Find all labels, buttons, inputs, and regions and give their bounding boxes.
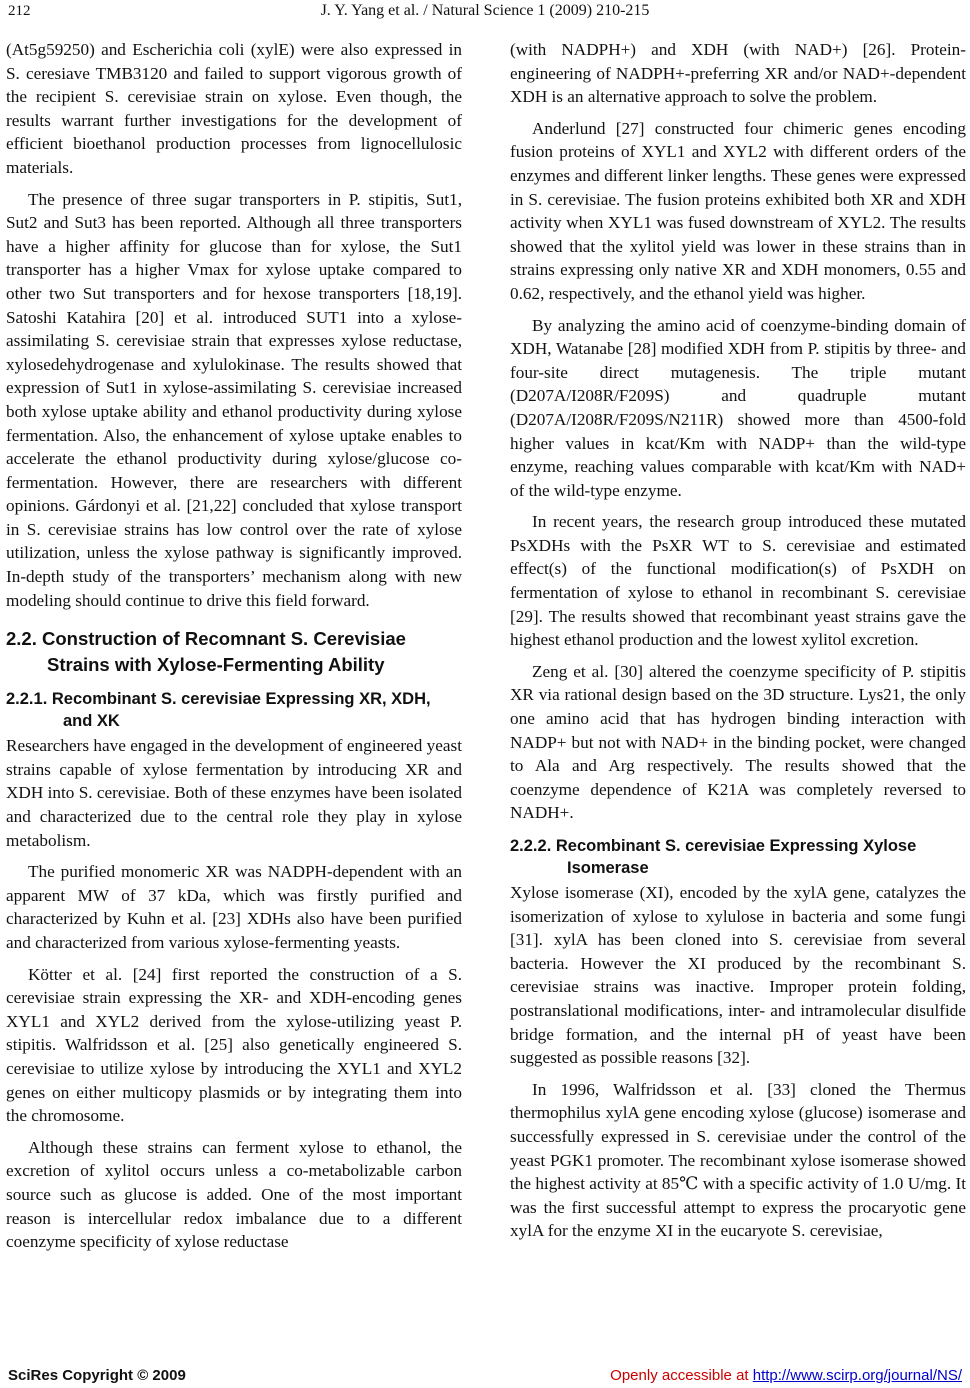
- page-header: [0, 0, 970, 24]
- running-head: J. Y. Yang et al. / Natural Science 1 (2009) 210-215: [320, 2, 650, 19]
- journal-link[interactable]: http://www.scirp.org/journal/NS/: [752, 1367, 962, 1384]
- subsection-heading: 2.2.1. Recombinant S. cerevisiae Expressing XR, XDH, and XK: [6, 690, 431, 731]
- paragraph: By analyzing the amino acid of coenzyme-binding domain of XDH, Watanabe [28] modified XDH from P. stipitis by three- and four-site direct mutagenesis. The triple mutant (D207A/I208R/F209S) and quadruple mutant (D207A/I208R/F209S/N211R) showed more than 4500-fold higher values in kcat/Km with NADP+ than the wild-type enzyme, reaching values comparable with kcat/Km with NAD+ of the wild-type enzyme.: [510, 315, 966, 500]
- paragraph: Zeng et al. [30] altered the coenzyme specificity of P. stipitis XR via rational design based on the 3D structure. Lys21, the only one amino acid that has hydrogen binding interaction with NADP+ but not with NAD+ in the binding pocket, were changed to Ala and Arg respectively. The results showed that the coenzyme dependence of K21A was completely reversed to NADH+.: [510, 661, 966, 823]
- page-number: 212: [8, 3, 31, 19]
- paragraph: (with NADPH+) and XDH (with NAD+) [26]. Protein-engineering of NADPH+-preferring XR and/or NAD+-dependent XDH is an alternative approach to solve the problem.: [510, 40, 966, 107]
- paragraph: Although these strains can ferment xylose to ethanol, the excretion of xylitol occurs unless a co-metabolizable carbon source such as glucose is added. One of the most important reason is intercellular redox imbalance due to a different coenzyme specificity of xylose reductase: [6, 1137, 462, 1252]
- page-footer: [0, 1363, 970, 1385]
- subsection-heading: 2.2.2. Recombinant S. cerevisiae Expressing Xylose Isomerase: [510, 837, 917, 877]
- paragraph: Researchers have engaged in the development of engineered yeast strains capable of xylose fermentation by introducing XR and XDH into S. cerevisiae. Both of these enzymes have been isolated and characterized due to the central role they play in xylose metabolism.: [6, 736, 462, 850]
- copyright-notice: SciRes Copyright © 2009: [8, 1367, 186, 1384]
- paragraph: Xylose isomerase (XI), encoded by the xylA gene, catalyzes the isomerization of xylose to xylulose in bacteria and some fungi [31]. xylA has been cloned into S. cerevisiae from several bacteria. However the XI produced by the recombinant S. cerevisiae strains was inactive. Improper protein folding, postranslational modifications, inter- and intramolecular disulfide bridge formation, and the internal pH of yeast have been suggested as possible reasons [32].: [510, 883, 966, 1068]
- paragraph: The purified monomeric XR was NADPH-dependent with an apparent MW of 37 kDa, which was firstly purified and characterized by Kuhn et al. [23] XDHs also have been purified and characterized from various xylose-fermenting yeasts.: [6, 862, 462, 952]
- access-notice: [610, 1367, 962, 1384]
- paragraph: In 1996, Walfridsson et al. [33] cloned the Thermus thermophilus xylA gene encoding xylose (glucose) isomerase and successfully expressed in S. cerevisiae under the control of the yeast PGK1 promoter. The recombinant xylose isomerase showed the highest activity at 85℃ with a specific activity of 1.0 U/mg. It was the first successful attempt to express the procaryotic gene xylA for the enzyme XI in the eucaryote S. cerevisiae,: [510, 1079, 966, 1241]
- paragraph: The presence of three sugar transporters in P. stipitis, Sut1, Sut2 and Sut3 has been reported. Although all three transporters have a higher affinity for glucose than for xylose, the Sut1 transporter has a higher Vmax for xylose uptake compared to other two Sut transporters and for hexose transporters [18,19]. Satoshi Katahira [20] et al. introduced SUT1 into a xylose-assimilating S. cerevisiae strain that expresses xylose reductase, xylosedehydrogenase and xylulokinase. The results showed that expression of Sut1 in xylose-assimilating S. cerevisiae increased both xylose uptake ability and ethanol productivity during xylose fermentation. Also, the enhancement of xylose uptake enables to accelerate the ethanol productivity during xylose/glucose co-fermentation. However, there are researchers with different opinions. Gárdonyi et al. [21,22] concluded that xylose transport in S. cerevisiae strains has low control over the rate of xylose utilization, unless the xylose pathway is significantly improved. In-depth study of the transporters’ mechanism along with new modeling should continue to drive this field forward.: [6, 189, 462, 610]
- right-column: [510, 38, 966, 1251]
- access-label: Openly accessible at: [610, 1367, 753, 1384]
- section-heading: 2.2. Construction of Recomnant S. Cerevisiae Strains with Xylose-Fermenting Ability: [6, 628, 406, 676]
- paragraph: In recent years, the research group introduced these mutated PsXDHs with the PsXR WT to S. cerevisiae and estimated effect(s) of the functional modification(s) of PsXDH on fermentation of xylose to ethanol in recombinant S. cerevisiae [29]. The results showed that recombinant yeast strains gave the highest ethanol production and the lowest xylitol excretion.: [510, 512, 966, 650]
- paragraph: (At5g59250) and Escherichia coli (xylE) were also expressed in S. ceresiave TMB3120 and failed to support vigorous growth of the recipient S. cerevisiae strain on xylose. Even though, the results warrant further investigations for the development of efficient bioethanol production processes from lignocellulosic materials.: [6, 40, 462, 177]
- paragraph: Anderlund [27] constructed four chimeric genes encoding fusion proteins of XYL1 and XYL2 with different orders of the enzymes and different linker lengths. These genes were expressed in S. cerevisiae. The fusion proteins exhibited both XR and XDH activity when XYL1 was fused downstream of XYL2. The results showed that the xylitol yield was lower in these strains than in strains expressing only native XR and XDH monomers, 0.55 and 0.62, respectively, and the ethanol yield was higher.: [510, 118, 966, 303]
- left-column: [6, 38, 462, 1262]
- paragraph: Kötter et al. [24] first reported the construction of a S. cerevisiae strain expressing the XR- and XDH-encoding genes XYL1 and XYL2 derived from the xylose-utilizing yeast P. stipitis. Walfridsson et al. [25] also genetically engineered S. cerevisiae to utilize xylose by introducing the XYL1 and XYL2 genes on either multicopy plasmids or by integrating them into the chromosome.: [6, 964, 462, 1126]
